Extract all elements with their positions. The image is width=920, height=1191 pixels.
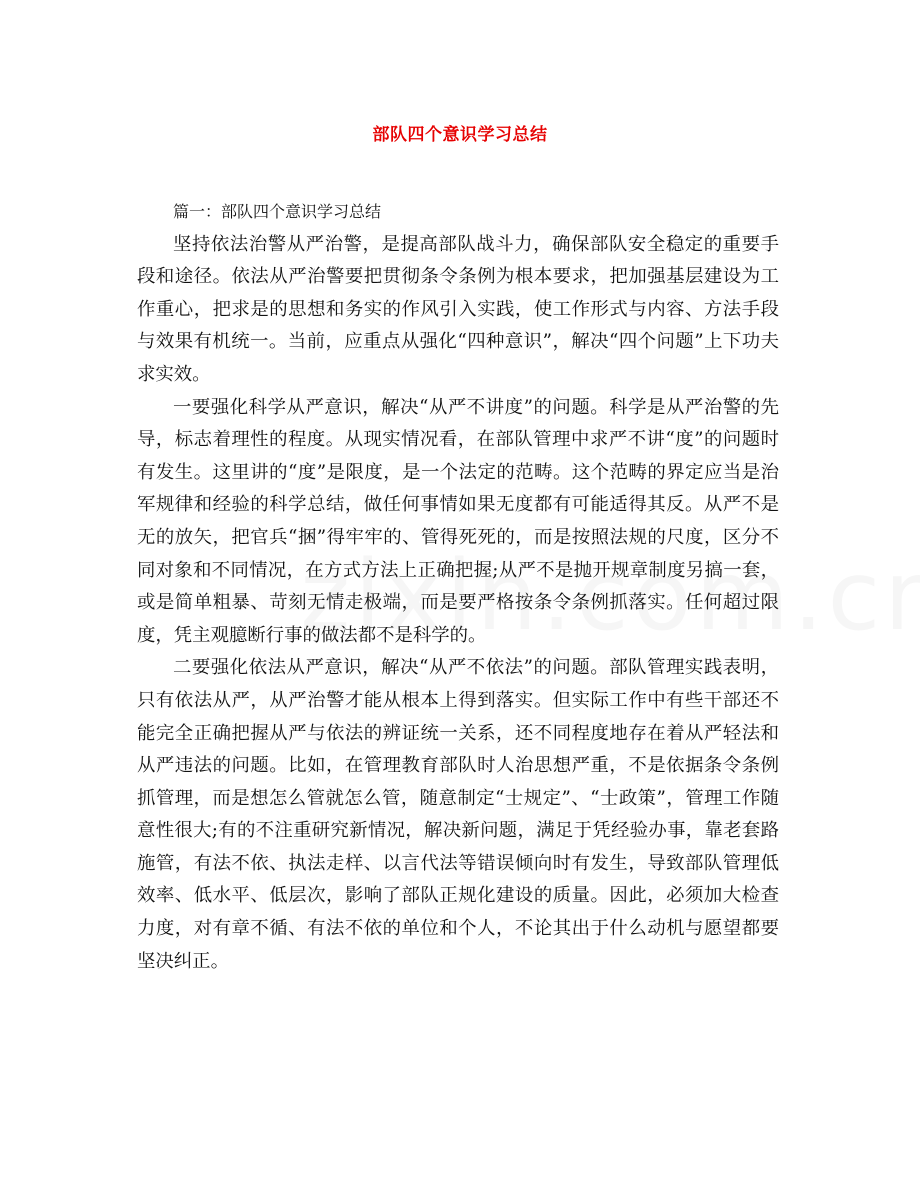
paragraph-one: 一要强化科学从严意识，解决“从严不讲度”的问题。科学是从严治警的先导，标志着理性的程度。从现实情况看，在部队管理中求严不讲“度”的问题时有发生。这里讲的“度”是限度，是一个法定的范畴。这个范畴的界定应当是治军规律和经验的科学总结，做任何事情如果无度都有可能适得其反。从严不是无的放矢，把官兵“捆”得牢牢的、管得死死的，而是按照法规的尺度，区分不同对象和不同情况，在方式方法上正确把握;从严不是抛开规章制度另搞一套，或是简单粗暴、苛刻无情走极端，而是要严格按条令条例抓落实。任何超过限度，凭主观臆断行事的做法都不是科学的。 [137,396,779,646]
document-body [137,196,779,978]
paragraph-intro: 坚持依法治警从严治警，是提高部队战斗力，确保部队安全稳定的重要手段和途径。依法从严治警要把贯彻条令条例为根本要求，把加强基层建设为工作重心，把求是的思想和务实的作风引入实践，使工作形式与内容、方法手段与效果有机统一。当前，应重点从强化“四种意识”，解决“四个问题”上下功夫求实效。 [137,233,779,385]
paragraph-two: 二要强化依法从严意识，解决“从严不依法”的问题。部队管理实践表明，只有依法从严，从严治警才能从根本上得到落实。但实际工作中有些干部还不能完全正确把握从严与依法的辨证统一关系，还不同程度地存在着从严轻法和从严违法的问题。比如，在管理教育部队时人治思想严重，不是依据条令条例抓管理，而是想怎么管就怎么管，随意制定“士规定”、“士政策”，管理工作随意性很大;有的不注重研究新情况，解决新问题，满足于凭经验办事，靠老套路施管，有法不依、执法走样、以言代法等错误倾向时有发生，导致部队管理低效率、低水平、低层次，影响了部队正规化建设的质量。因此，必须加大检查力度，对有章不循、有法不依的单位和个人，不论其出于什么动机与愿望都要坚决纠正。 [137,657,779,972]
document-title: 部队四个意识学习总结 [372,125,548,145]
section-heading: 篇一：部队四个意识学习总结 [173,202,382,221]
